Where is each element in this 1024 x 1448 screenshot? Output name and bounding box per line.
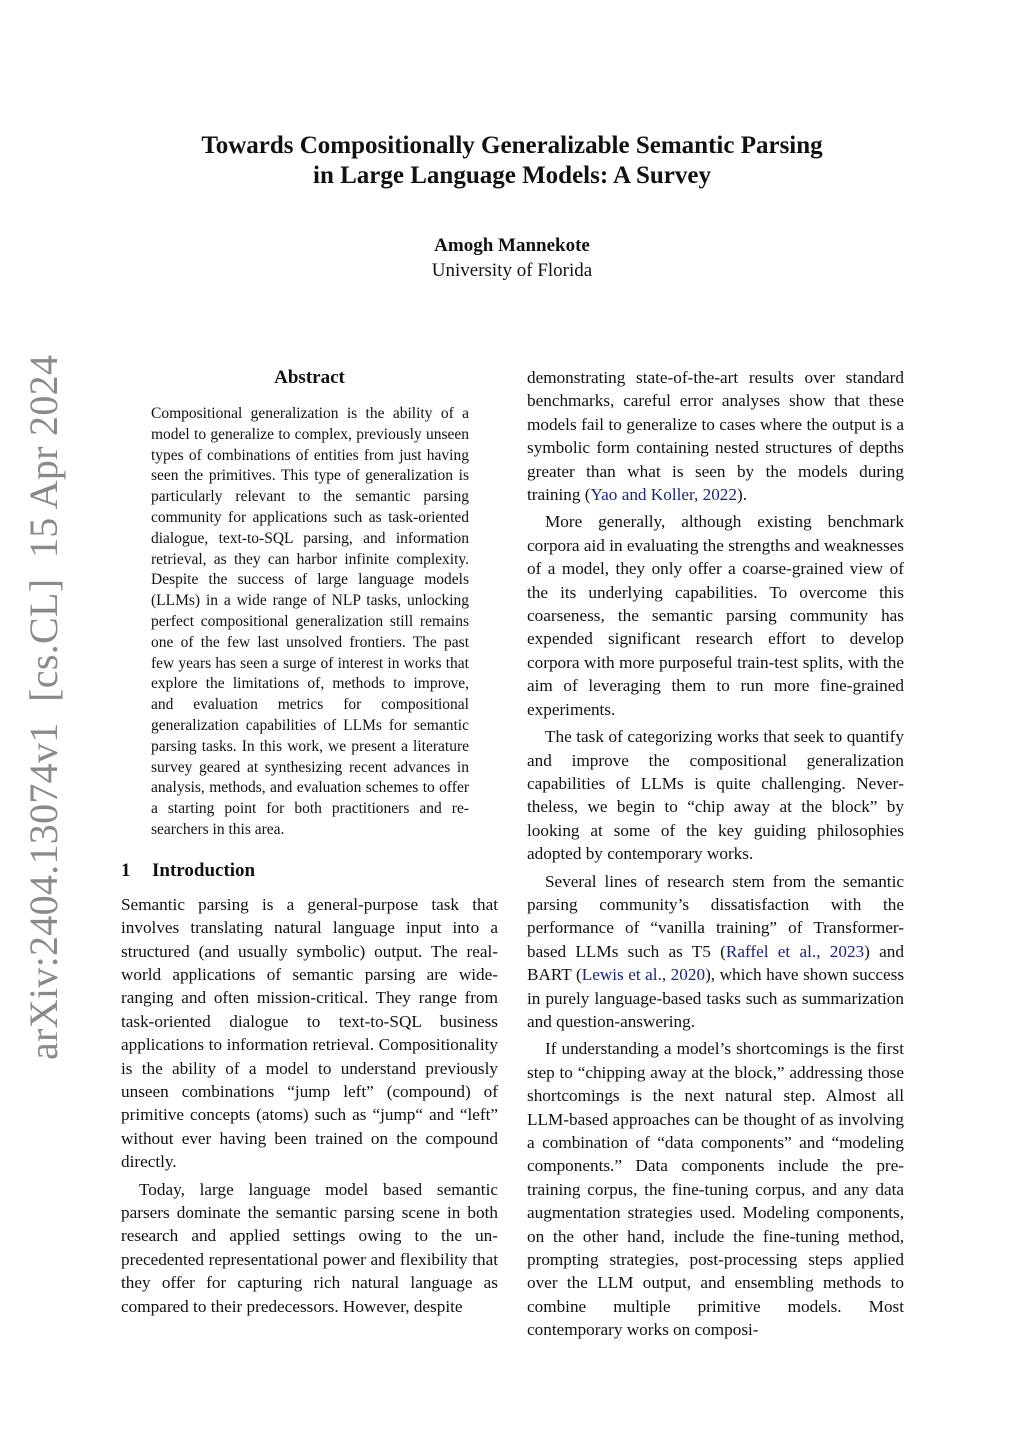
right-column xyxy=(527,366,904,1342)
citation-link[interactable]: Yao and Koller, 2022 xyxy=(590,485,737,505)
paragraph-text: demonstrating state-of-the-art results over standard benchmarks, careful error analyses show that these models fail to generalize to cases where the output is a symbolic form containing nested structures of depths greater than what is seen by the models during training ( xyxy=(527,368,904,505)
right-paragraph-3: The task of categorizing works that seek to quantify and improve the compositional generalization capabilities of LLMs is quite challenging. Nevertheless, we begin to “chip away at the block” by looking at some of the key guiding philosophies adopted by contemporary works. xyxy=(527,727,904,864)
right-paragraph-1 xyxy=(527,366,904,506)
paragraph-text: ). xyxy=(737,485,748,505)
intro-paragraph-2: Today, large language model based semantic parsers dominate the semantic parsing scene in both research and applied settings owing to the unprecedented representational power and flexibility that they offer for capturing rich natural language as compared to their predecessors. However, despite xyxy=(121,1179,498,1316)
author-name: Amogh Mannekote xyxy=(434,235,590,256)
section-title: Introduction xyxy=(152,859,256,881)
title-line-1: Towards Compositionally Generalizable Semantic Parsing xyxy=(201,132,823,159)
section-number: 1 xyxy=(121,859,131,881)
left-column xyxy=(121,366,498,1318)
title-line-2: in Large Language Models: A Survey xyxy=(313,162,711,189)
author-block xyxy=(0,233,1024,283)
author-affiliation: University of Florida xyxy=(431,260,593,281)
right-paragraph-2: More generally, although existing benchmark corpora aid in evaluating the strengths and weaknesses of a model, they only offer a coarse-grained view of the its underlying capabilities. To overcome this coarseness, the semantic parsing community has expended significant research effort to develop corpora with more purposeful train-test splits, with the aim of leveraging them to run more fine-grained experiments. xyxy=(527,512,904,719)
right-paragraph-4 xyxy=(527,870,904,1034)
paragraph-text: Several lines of research stem from the semantic parsing community’s dissatisfaction with the performance of “vanilla training” of Transformer-based LLMs such as T5 ( xyxy=(527,871,904,961)
intro-paragraph-1: Semantic parsing is a general-purpose task that involves translating natural language input into a structured (and usually symbolic) output. The real-world applications of semantic parsing are wide-ranging and often mission-critical. They range from task-oriented dialogue to text-to-SQL business applications to information retrieval. Compositionality is the ability of a model to understand previously unseen combinations “jump left” (compound) of primitive concepts (atoms) such as “jump“ and “left” without ever having been trained on the compound directly. xyxy=(121,894,498,1172)
abstract-text: Compositional generalization is the ability of a model to generalize to complex, previously unseen types of combinations of entities from just having seen the primitives. This type of generalization is particularly relevant to the semantic parsing community for applications such as task-oriented dialogue, text-to-SQL parsing, and information retrieval, as they can harbor infinite complexity. Despite the success of large language models (LLMs) in a wide range of NLP tasks, unlocking perfect compositional generalization still remains one of the few last unsolved frontiers. The past few years has seen a surge of interest in works that explore the limitations of, methods to improve, and evaluation metrics for compositional generalization capabilities of LLMs for semantic parsing tasks. In this work, we present a literature survey geared at synthesizing recent advances in analysis, methods, and evaluation schemes to offer a starting point for both practitioners and researchers in this area. xyxy=(151,405,469,838)
citation-link[interactable]: Raffel et al., 2023 xyxy=(725,941,865,961)
paragraph-text: ), which have shown success in purely language-based tasks such as summarization and question-answering. xyxy=(527,965,905,1031)
arxiv-stamp: arXiv:2404.13074v1 [cs.CL] 15 Apr 2024 xyxy=(21,354,66,1060)
citation-link[interactable]: Lewis et al., 2020 xyxy=(581,965,706,985)
abstract-heading: Abstract xyxy=(274,367,345,388)
section-heading-introduction xyxy=(121,859,498,883)
paragraph-text: ) and BART ( xyxy=(527,941,904,985)
right-paragraph-5: If understanding a model’s shortcomings is the first step to “chipping away at the block,” addressing those shortcomings is the next natural step. Almost all LLM-based approaches can be thought of as involving a combination of “data components” and “modeling components.” Data components include the pre-training corpus, the fine-tuning corpus, and any data augmentation strategies used. Modeling components, on the other hand, include the fine-tuning method, prompting strategies, post-processing steps applied over the LLM output, and ensembling methods to combine multiple primitive models. Most contemporary works on composi- xyxy=(527,1039,904,1340)
paper-title xyxy=(0,131,1024,191)
